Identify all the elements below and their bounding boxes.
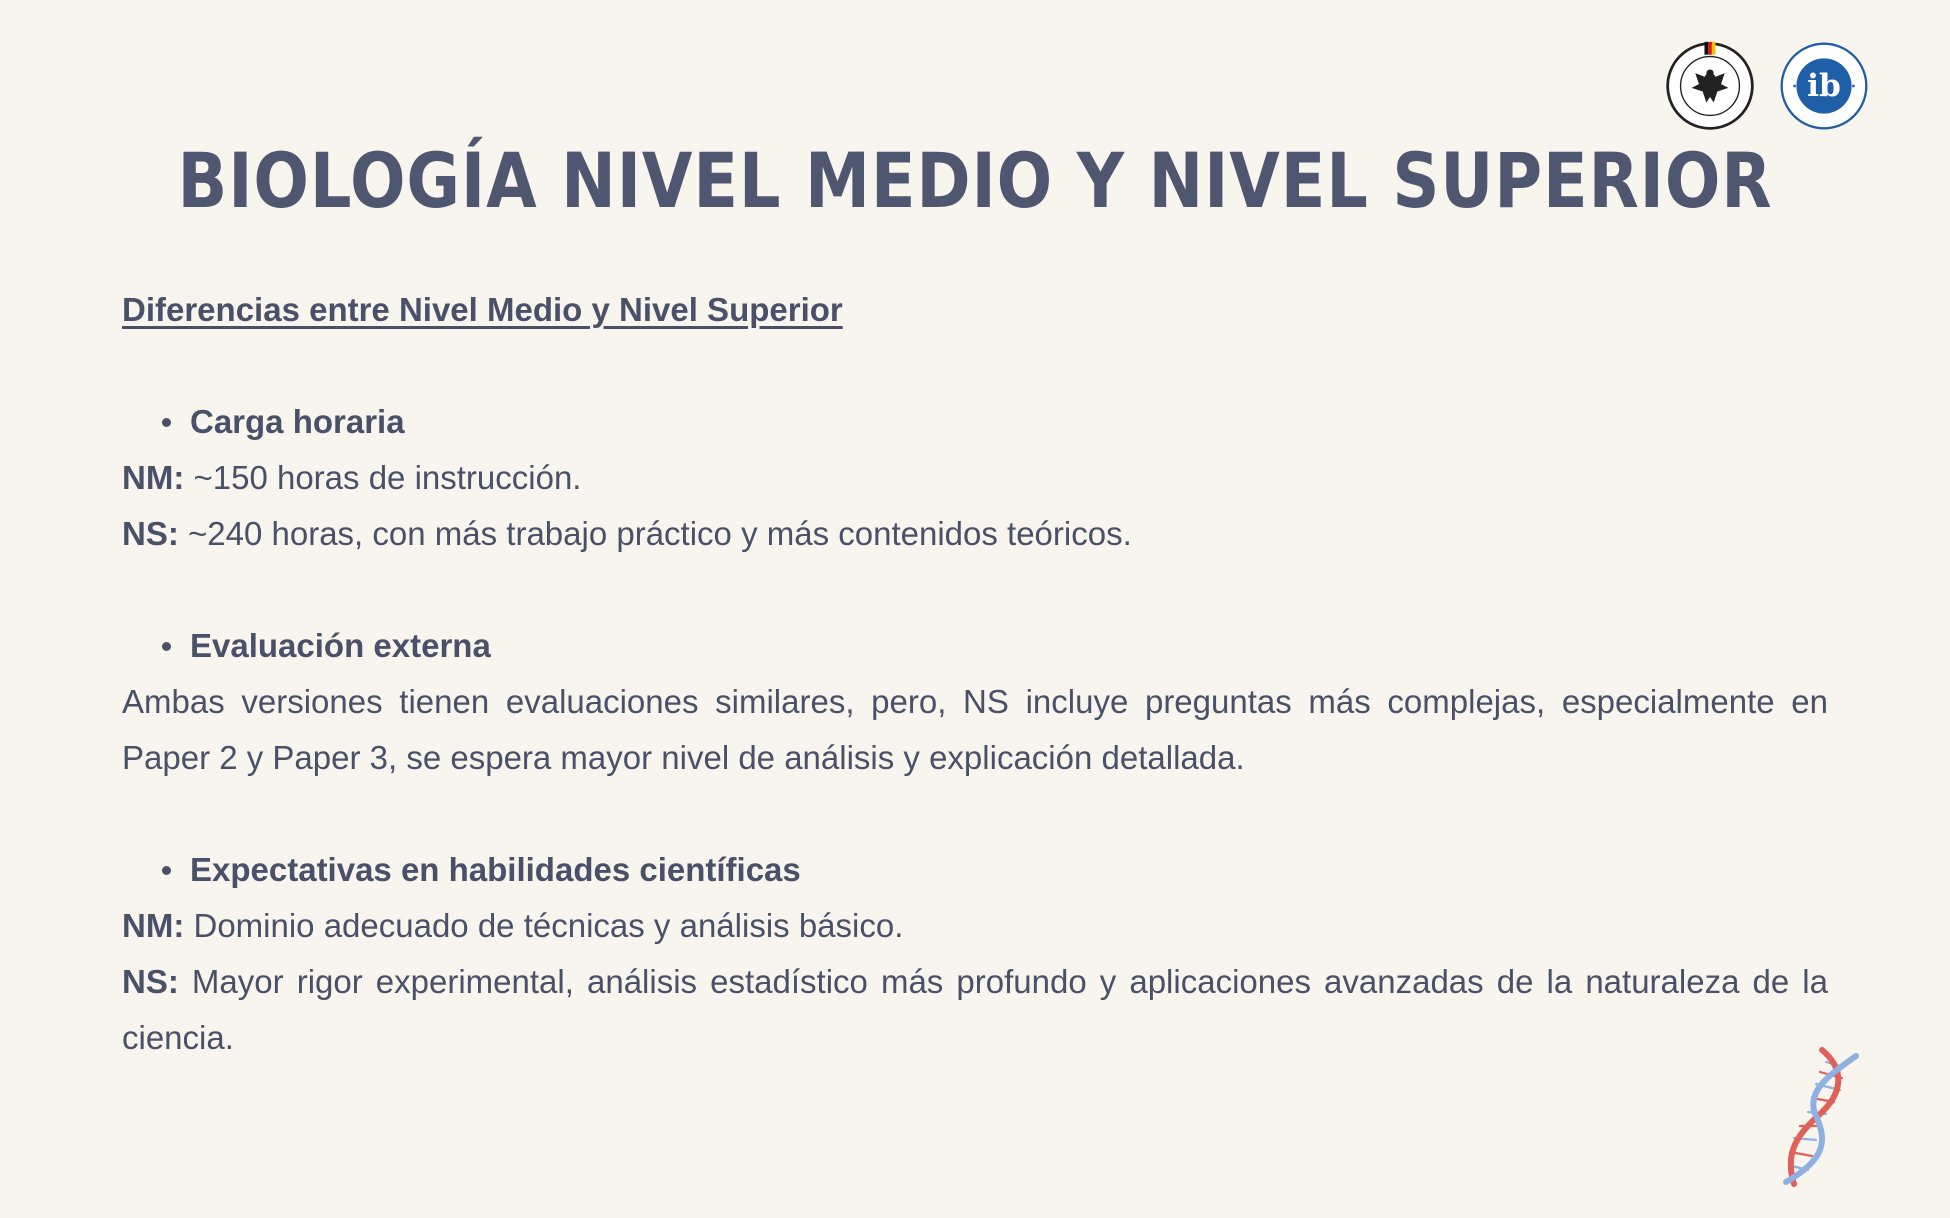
dna-icon: [1764, 1042, 1874, 1192]
ns-line-carga: [122, 506, 1828, 562]
ns-line-expectativas: [122, 954, 1828, 1066]
svg-text:ib: ib: [1807, 68, 1841, 105]
ns-text: ~240 horas, con más trabajo práctico y más contenidos teóricos.: [178, 515, 1132, 552]
bullet-heading-text: Evaluación externa: [190, 627, 491, 664]
nm-line-carga: [122, 450, 1828, 506]
bullet-dot-icon: [162, 866, 171, 875]
ns-label: NS:: [122, 963, 179, 1000]
evaluacion-paragraph: Ambas versiones tienen evaluaciones similares, pero, NS incluye preguntas más complejas, especialmente en Paper 2 y Paper 3, se espera mayor nivel de análisis y explicación detallada.: [122, 683, 1828, 776]
nm-text: ~150 horas de instrucción.: [184, 459, 582, 496]
nm-label: NM:: [122, 459, 185, 496]
ns-text: Mayor rigor experimental, análisis estadístico más profundo y aplicaciones avanzadas de la naturaleza de la ciencia.: [122, 963, 1828, 1056]
bullet-heading-text: Expectativas en habilidades científicas: [190, 851, 801, 888]
page-title: BIOLOGÍA NIVEL MEDIO Y NIVEL SUPERIOR: [177, 136, 1773, 225]
bullet-heading-evaluacion: [122, 618, 1828, 674]
nm-line-expectativas: [122, 898, 1828, 954]
section-subtitle: Diferencias entre Nivel Medio y Nivel Superior: [122, 291, 843, 328]
logos: [1664, 40, 1870, 132]
ns-label: NS:: [122, 515, 179, 552]
bullet-heading-text: Carga horaria: [190, 403, 405, 440]
bullet-dot-icon: [162, 418, 171, 427]
main-content: [122, 282, 1828, 1066]
nm-text: Dominio adecuado de técnicas y análisis básico.: [184, 907, 904, 944]
bullet-dot-icon: [162, 642, 171, 651]
bullet-heading-expectativas: [122, 842, 1828, 898]
ib-logo: [1778, 40, 1870, 132]
nm-label: NM:: [122, 907, 185, 944]
school-crest-logo: [1664, 40, 1756, 132]
bullet-heading-carga-horaria: [122, 394, 1828, 450]
